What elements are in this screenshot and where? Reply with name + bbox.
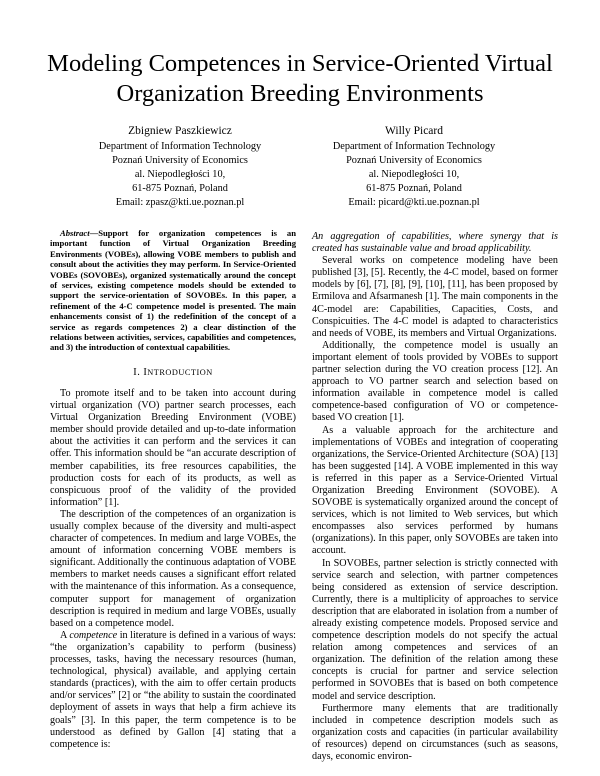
author-email: Email: zpasz@kti.ue.poznan.pl [115, 197, 245, 208]
abstract-label: Abstract [60, 228, 90, 238]
author-university: Poznań University of Economics [346, 155, 482, 166]
title-line-1: Modeling Competences in Service-Oriented Virtual [47, 50, 553, 77]
paragraph: The description of the competences of an organization is usually complex because of the diversity and multi-aspect character of competences. In medium and large VOBEs, the amount of information concerning VOBE members is significant. Additionally the continuous adaptation of VOBE members to market needs causes a significant effort related with the maintenance of this information. As a consequence, computer support for management of organization description is required in medium and large VOBEs, usually based on a competence model. [50, 508, 296, 629]
title-line-2: Organization Breeding Environments [116, 80, 484, 107]
paragraph: To promote itself and to be taken into account during virtual organization (VO) partner search processes, each Virtual Organization Breeding Environment (VOBE) member should provide detailed and up-to-date information about the activities it can perform and the services it can offer. This information should be “an accurate description of member capabilities, its free resources capabilities, the production costs for each of its products, as well as conspicuous proof of the validity of the provided information” [1]. [50, 387, 296, 508]
author-block-1 [60, 124, 300, 210]
left-column [50, 228, 296, 751]
author-name: Willy Picard [385, 125, 443, 137]
author-email: Email: picard@kti.ue.poznan.pl [348, 197, 480, 208]
paragraph: As a valuable approach for the architecture and implementations of VOBEs and integration of cooperating organizations, the Service-Oriented Architecture (SOA) [13] has been suggested [14]. A VOBE implemented in this way is referred in this paper as a Service-Oriented Virtual Organization Breeding Environment (SOVOBE). A SOVOBE is systematically organized around the concept of services, which is not limited to Web services, but which encompasses also services performed by humans (organizations). In this paper, only SOVOBEs are taken into account. [312, 424, 558, 557]
abstract [50, 228, 296, 353]
author-department: Department of Information Technology [332, 141, 496, 152]
author-university: Poznań University of Economics [112, 155, 248, 166]
author-address-line-1: al. Niepodległości 10, [134, 169, 226, 180]
paragraph: Several works on competence modeling have been published [3], [5]. Recently, the 4-C model, based on former models by [6], [7], [8], [9], [10], [11], has been proposed by Ermilova and Afsarmanesh [1]. The main components in the 4C-model are: Capabilities, Capacities, Costs, and Conspicuities. The 4-C model is adapted to characteristics and needs of VOBE, its members and Virtual Organizations. [312, 255, 558, 339]
author-address-line-1: al. Niepodległości 10, [368, 169, 460, 180]
paper-title [0, 49, 600, 109]
author-address-line-2: 61-875 Poznań, Poland [366, 183, 462, 194]
right-column [312, 231, 558, 763]
author-block-2 [294, 124, 534, 210]
paragraph: A competence in literature is defined in a various of ways: “the organization’s capability to perform (business) processes, tasks, having the necessary resources (human, technological, physical) available, and applying certain standards (practices), with the aim to offer certain products and/or services” [2] or “the ability to sustain the coordinated deployment of assets in ways that help a firm achieve its goals” [3]. In this paper, the term competence is to be understood as defined by Gallon [4] stating that a competence is: [50, 629, 296, 750]
author-address-line-2: 61-875 Poznań, Poland [132, 183, 228, 194]
section-heading: I. INTRODUCTION [133, 366, 213, 378]
paragraph: In SOVOBEs, partner selection is strictly connected with service search and selection, with partner competences being considered as extension of service description. Currently, there is a multiplicity of approaches to service description that are elaborated in isolation from a number of already existing competence models. Proposed service and competence description models do not specify the actual relation among competences and services of an organization. The definition of the relation among these concepts is crucial for partner and service selection performed in SOVOBEs that is based on both competence model and service description. [312, 557, 558, 702]
abstract-text: —Support for organization competences is an important function of Virtual Organization Breeding Environments (VOBEs), allowing VOBE members to publish and consult about the activities they may perform. In Service-Oriented VOBEs (SOVOBEs), organized systematically around the concept of services, existing competence models should be extended to support the service-orientation of SOVOBEs. In this paper, a refinement of the 4-C competence model is presented. The main enhancements consist of 1) the redefinition of the concept of a service as regards competences 2) a clear distinction of the relations between activities, services, capabilities and competences, and 3) the introduction of contextual capabilities. [50, 228, 296, 353]
author-name: Zbigniew Paszkiewicz [128, 125, 232, 137]
author-department: Department of Information Technology [98, 141, 262, 152]
paragraph: Additionally, the competence model is usually an important element of tools provided by VOBEs to support partner selection during the VO creation process [12]. An approach to VO partner search and selection based on information available in competence model is called competence-based configuration of VO or competence-based VO creation [1]. [312, 339, 558, 424]
paragraph: Furthermore many elements that are traditionally included in competence description models such as organization costs and capacities (in particular availability of resources) depend on circumstances (such as seasons, days, economic environ- [312, 702, 558, 763]
definition-quote: An aggregation of capabilities, where synergy that is created has sustainable value and broad applicability. [312, 231, 558, 255]
